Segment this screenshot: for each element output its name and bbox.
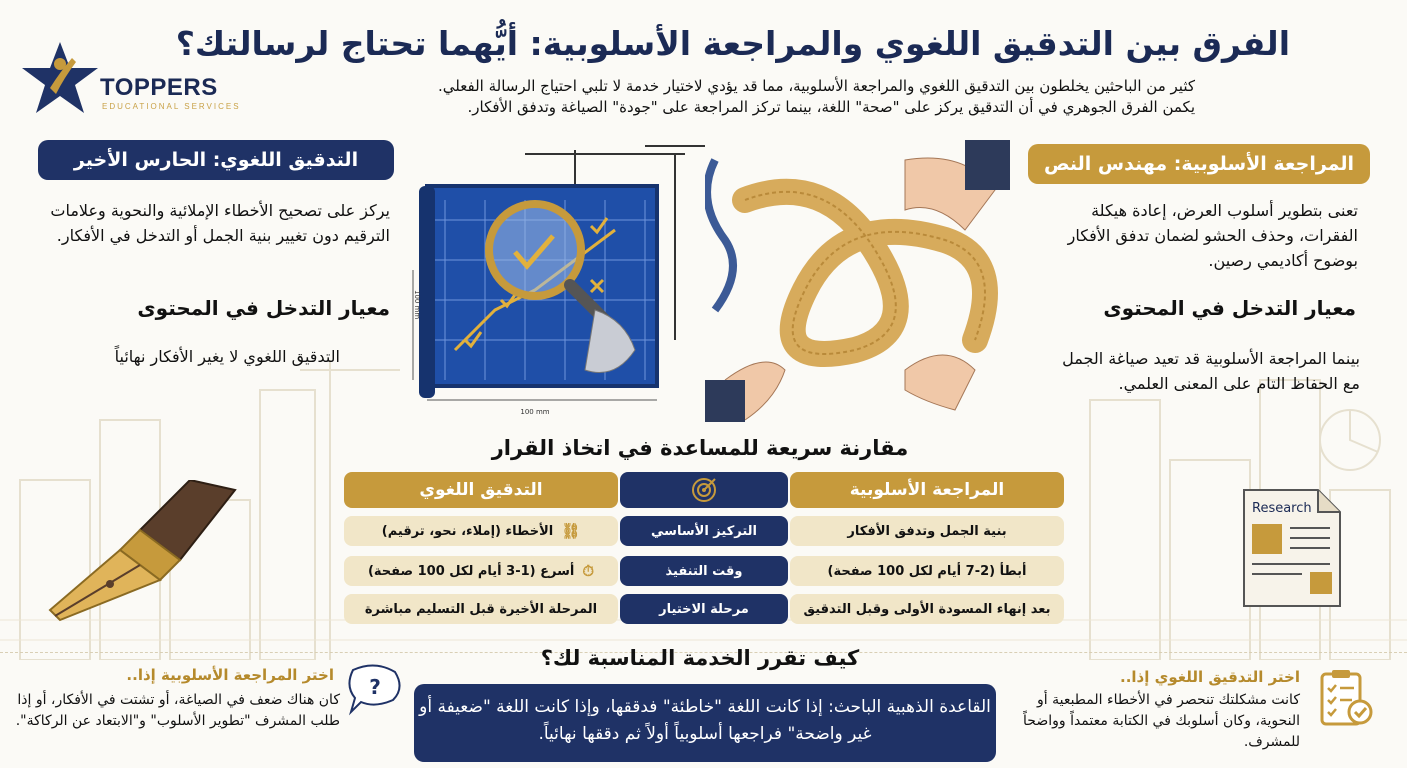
- comparison-row-2-label: مرحلة الاختيار: [620, 594, 788, 624]
- comparison-title: مقارنة سريعة للمساعدة في اتخاذ القرار: [491, 436, 909, 460]
- comparison-row-1-proofreading: [344, 556, 618, 586]
- comparison-row-1-editing: أبطأ (2-7 أيام لكل 100 صفحة): [790, 556, 1064, 586]
- choose-proofreading-text: كانت مشكلتك تنحصر في الأخطاء المطبعية أو النحوية، وكان أسلوبك في الكتابة معتمداً وواضحاً للمشرف.: [1023, 692, 1300, 750]
- comparison-row-2-editing: بعد إنهاء المسودة الأولى وقبل التدقيق: [790, 594, 1064, 624]
- editing-criterion-text: بينما المراجعة الأسلوبية قد تعيد صياغة الجمل مع الحفاظ التام على المعنى العلمي.: [1062, 349, 1360, 393]
- choose-editing-title: اختر المراجعة الأسلوبية إذا..: [126, 666, 334, 684]
- proofreading-heading: التدقيق اللغوي: الحارس الأخير: [38, 140, 394, 180]
- proofreading-criterion-title: معيار التدخل في المحتوى: [137, 296, 390, 320]
- fountain-pen-icon: [40, 480, 240, 630]
- editing-description: تعنى بتطوير أسلوب العرض، إعادة هيكلة الفقرات، وحذف الحشو لضمان تدفق الأفكار بوضوح أكاديمي رصين.: [1067, 201, 1358, 270]
- page-title: الفرق بين التدقيق اللغوي والمراجعة الأسلوبية: أيُّهما تحتاج لرسالتك؟: [175, 24, 1290, 63]
- target-icon: [691, 477, 717, 503]
- choose-proofreading-title: اختر التدقيق اللغوي إذا..: [1120, 668, 1300, 686]
- editing-heading: المراجعة الأسلوبية: مهندس النص: [1028, 144, 1370, 184]
- comparison-col-editing: المراجعة الأسلوبية: [790, 472, 1064, 508]
- comparison-col-icon: [620, 472, 788, 508]
- logo-tagline: EDUCATIONAL SERVICES: [102, 102, 241, 111]
- comparison-row-0-editing: بنية الجمل وتدفق الأفكار: [790, 516, 1064, 546]
- proofreading-criterion-text: التدقيق اللغوي لا يغير الأفكار نهائياً: [114, 347, 340, 366]
- research-doc-label: Research: [1252, 501, 1312, 516]
- star-logo-icon: [20, 38, 100, 118]
- comparison-row-0-label: التركيز الأساسي: [620, 516, 788, 546]
- comparison-row-1-proofreading-text: أسرع (1-3 أيام لكل 100 صفحة): [367, 563, 575, 579]
- checklist-clipboard-icon: [1318, 668, 1374, 728]
- link-icon: ⛓: [561, 522, 581, 540]
- proofreading-description: يركز على تصحيح الأخطاء الإملائية والنحوية وعلامات الترقيم دون تغيير بنية الجمل أو التدخل في الأفكار.: [50, 201, 390, 245]
- golden-rule-box: القاعدة الذهبية الباحث: إذا كانت اللغة "خاطئة" فدققها، وإذا كانت اللغة "ضعيفة أو غير واضحة" فراجعها أسلوبياً أولاً ثم دققها نهائياً.: [414, 684, 996, 762]
- blueprint-dim-vertical: 100 mm: [413, 290, 421, 320]
- svg-text:?: ?: [369, 675, 381, 699]
- question-bubble-icon: [345, 664, 405, 716]
- blueprint-magnifier-illustration: [405, 140, 705, 422]
- research-document-icon: [1242, 488, 1342, 608]
- stopwatch-icon: ⏱: [582, 562, 595, 580]
- tangled-text-hands-illustration: [705, 140, 1010, 422]
- intro-text: [280, 76, 1195, 118]
- comparison-col-proofreading: التدقيق اللغوي: [344, 472, 618, 508]
- choose-editing-text: كان هناك ضعف في الصياغة، أو تشتت في الأفكار، أو إذا طلب المشرف "تطوير الأسلوب" و"الابتعاد عن الركاكة".: [15, 692, 340, 729]
- comparison-row-0-proofreading: [344, 516, 618, 546]
- decide-title: كيف تقرر الخدمة المناسبة لك؟: [540, 646, 860, 670]
- intro-line-1: كثير من الباحثين يخلطون بين التدقيق اللغوي والمراجعة الأسلوبية، مما قد يؤدي لاختيار خدمة لا تلبي احتياج الرسالة الفعلي.: [438, 77, 1195, 95]
- editing-criterion-title: معيار التدخل في المحتوى: [1103, 296, 1356, 320]
- logo-brand: TOPPERS: [100, 74, 218, 101]
- comparison-row-1-label: وقت التنفيذ: [620, 556, 788, 586]
- comparison-row-2-proofreading: المرحلة الأخيرة قبل التسليم مباشرة: [344, 594, 618, 624]
- intro-line-2: يكمن الفرق الجوهري في أن التدقيق يركز على "صحة" اللغة، بينما تركز المراجعة على "جودة" الصياغة وتدفق الأفكار.: [467, 98, 1195, 116]
- blueprint-dim-horizontal: 100 mm: [520, 408, 550, 416]
- comparison-row-0-proofreading-text: الأخطاء (إملاء، نحو، ترقيم): [381, 523, 554, 539]
